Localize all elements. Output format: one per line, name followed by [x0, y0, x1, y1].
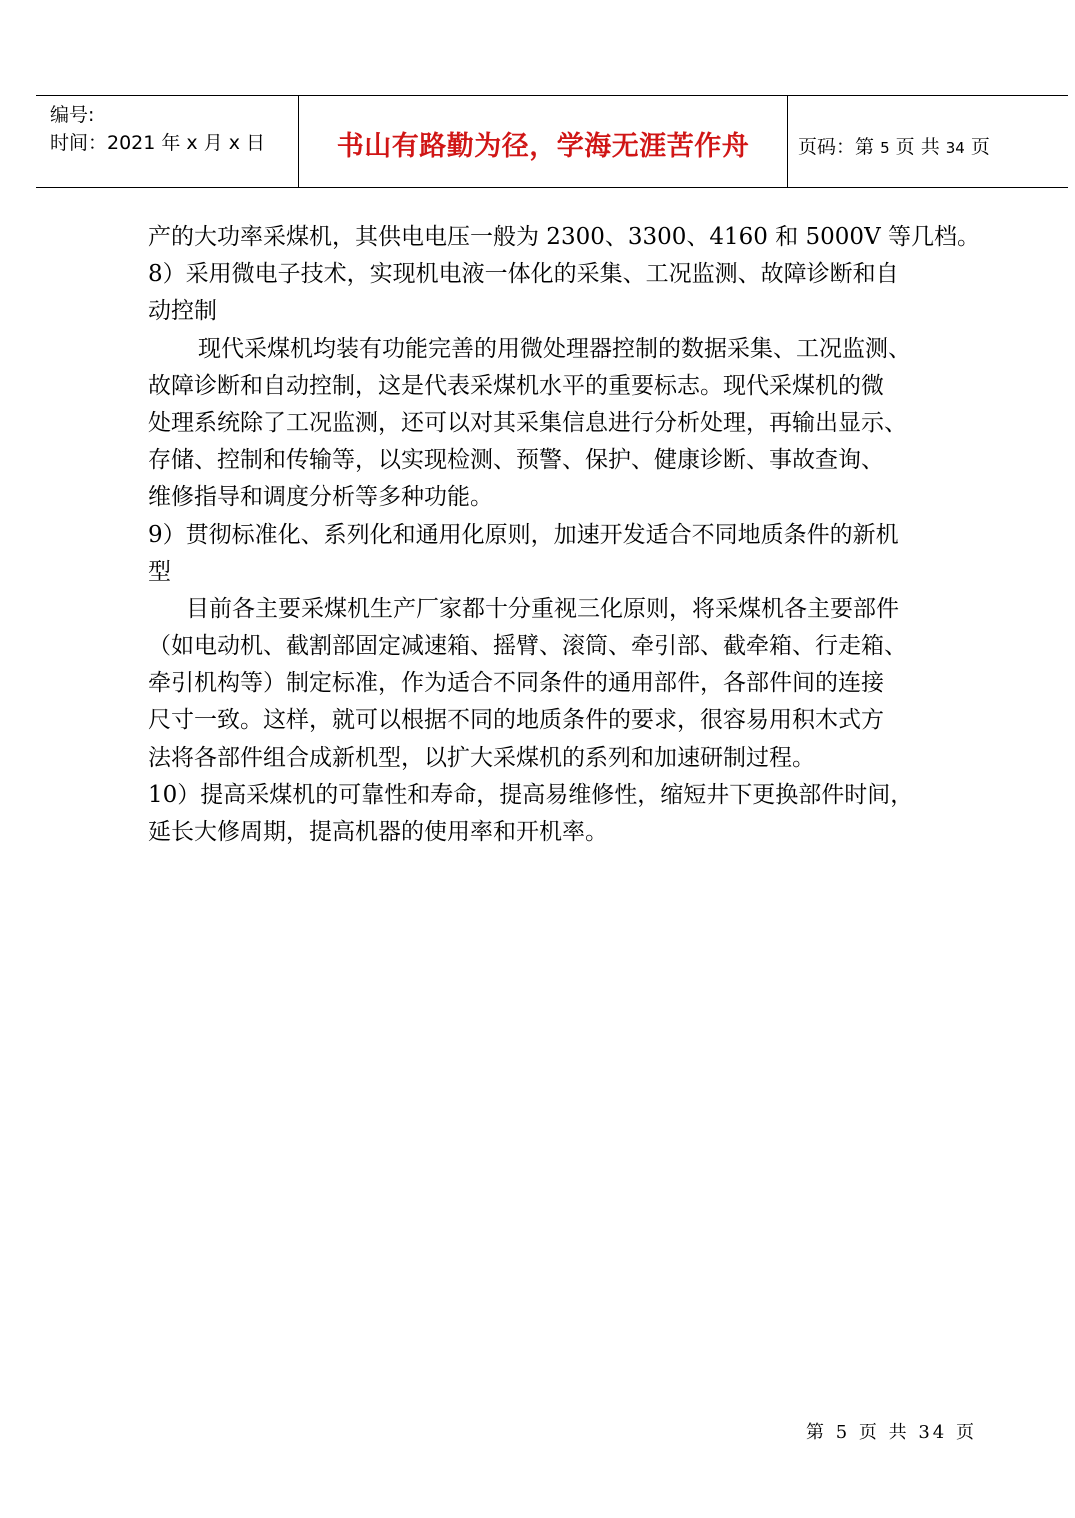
- header-motto: 书山有路勤为径，学海无涯苦作舟: [336, 131, 750, 162]
- body-line: 产的大功率采煤机，其供电电压一般为 2300、3300、4160 和 5000V 等几档。: [148, 224, 980, 250]
- document-time: 时间：2021 年 x 月 x 日: [50, 132, 266, 154]
- body-line: 10）提高采煤机的可靠性和寿命，提高易维修性，缩短井下更换部件时间，: [148, 781, 914, 808]
- header-page-info: [798, 132, 990, 159]
- body-line: 型: [148, 558, 171, 585]
- header-motto-cell: [299, 96, 788, 187]
- body-line: 维修指导和调度分析等多种功能。: [148, 484, 493, 511]
- body-line: 延长大修周期，提高机器的使用率和开机率。: [148, 819, 608, 845]
- page-total: 34: [945, 139, 965, 157]
- body-line: 动控制: [148, 298, 217, 325]
- body-line: 存储、控制和传输等，以实现检测、预警、保护、健康诊断、事故查询、: [148, 447, 884, 474]
- document-number-label: 编号:: [50, 104, 95, 126]
- body-line: （如电动机、截割部固定减速箱、摇臂、滚筒、牵引部、截牵箱、行走箱、: [148, 633, 907, 660]
- page-end-label: 页: [970, 136, 990, 158]
- header-meta-cell: [36, 96, 299, 187]
- page-mid-label: 页 共: [895, 136, 940, 158]
- page-footer: 第 5 页 共 34 页: [806, 1422, 977, 1443]
- body-line: 处理系统除了工况监测，还可以对其采集信息进行分析处理，再输出显示、: [148, 409, 907, 436]
- page-label: 页码：第: [798, 136, 875, 158]
- body-line: 目前各主要采煤机生产厂家都十分重视三化原则，将采煤机各主要部件: [186, 595, 899, 622]
- document-body: [148, 219, 978, 851]
- body-line: 故障诊断和自动控制，这是代表采煤机水平的重要标志。现代采煤机的微: [148, 372, 884, 399]
- page-current: 5: [880, 139, 890, 157]
- body-line: 现代采煤机均装有功能完善的用微处理器控制的数据采集、工况监测、: [198, 335, 911, 362]
- body-line: 牵引机构等）制定标准，作为适合不同条件的通用部件，各部件间的连接: [148, 670, 884, 697]
- body-line: 尺寸一致。这样，就可以根据不同的地质条件的要求，很容易用积木式方: [148, 707, 884, 734]
- header-page-cell: [788, 96, 1068, 187]
- document-header: [36, 95, 1068, 188]
- body-line: 法将各部件组合成新机型，以扩大采煤机的系列和加速研制过程。: [148, 744, 815, 771]
- body-line: 8）采用微电子技术，实现机电液一体化的采集、工况监测、故障诊断和自: [148, 261, 899, 288]
- body-line: 9）贯彻标准化、系列化和通用化原则，加速开发适合不同地质条件的新机: [148, 521, 899, 548]
